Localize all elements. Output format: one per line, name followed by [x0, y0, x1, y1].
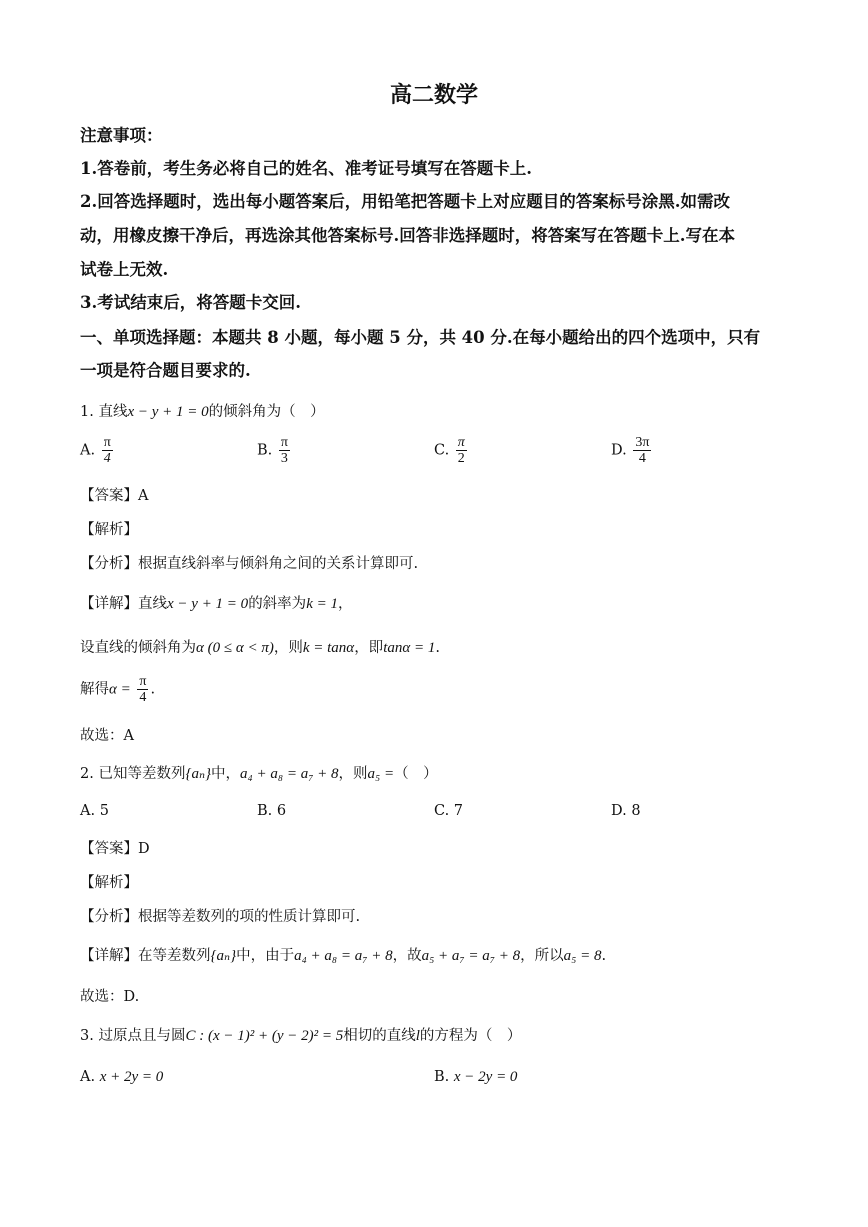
question-2-option-b: B. 6: [257, 803, 287, 819]
question-1-equation: x − y + 1 = 0: [127, 404, 209, 420]
notice-item-1: 1.答卷前，考生务必将自己的姓名、准考证号填写在答题卡上.: [80, 159, 532, 178]
question-2-answer: 【答案】D: [80, 841, 150, 857]
question-1-prefix: 1. 直线: [80, 404, 128, 420]
notice-item-3: 3.考试结束后，将答题卡交回.: [80, 293, 301, 312]
notice-item-2-line-3: 试卷上无效.: [80, 260, 169, 279]
question-1-conclusion: 故选：A: [80, 728, 134, 744]
question-1-option-d: D. $\frac{3\pi}{4}$: [611, 435, 650, 466]
fraction: $\frac{\pi}{3}$: [280, 435, 288, 466]
question-1-analysis: 【分析】根据直线斜率与倾斜角之间的关系计算即可.: [80, 556, 419, 572]
notice-item-2-line-2: 动，用橡皮擦干净后，再选涂其他答案标号.回答非选择题时，将答案写在答题卡上.写在本: [80, 226, 735, 245]
question-2-option-d: D. 8: [611, 803, 641, 819]
question-1-option-a: A. $\frac{\pi}{4}$: [80, 435, 111, 466]
question-3-option-b: B. x − 2y = 0: [434, 1069, 518, 1085]
question-1-solve: 解得α = $\frac{\pi}{4}$ .: [80, 674, 156, 705]
question-3-stem: 3. 过原点且与圆C : (x − 1)² + (y − 2)² = 5相切的直线l的方程为（ ）: [80, 1028, 522, 1044]
question-2-detail: 【详解】在等差数列{aₙ}中，由于a₄ + a₈ = a₇ + 8，故a₅ + a₇ = a₇ + 8，所以a₅ = 8.: [80, 948, 607, 964]
fraction: $\frac{\pi}{2}$: [457, 435, 465, 466]
question-2-conclusion: 故选：D.: [80, 989, 140, 1005]
notice-item-2-line-1: 2.回答选择题时，选出每小题答案后，用铅笔把答题卡上对应题目的答案标号涂黑.如需改: [80, 192, 730, 211]
question-2-option-a: A. 5: [80, 803, 109, 819]
question-2-stem: 2. 已知等差数列{aₙ}中，a₄ + a₈ = a₇ + 8，则a₅ =（ ）: [80, 766, 438, 782]
fraction: $\frac{\pi}{4}$: [139, 674, 147, 705]
section-1-line-1: 一、单项选择题：本题共 8 小题，每小题 5 分，共 40 分.在每小题给出的四个选项中，只有: [80, 328, 761, 347]
fraction: $\frac{3\pi}{4}$: [635, 435, 650, 466]
question-1-option-b: B. $\frac{\pi}{3}$: [257, 435, 288, 466]
question-1-suffix: 的倾斜角为（ ）: [208, 404, 325, 420]
section-1-line-2: 一项是符合题目要求的.: [80, 361, 251, 380]
question-1-stem: [80, 400, 325, 421]
question-1-answer: 【答案】A: [80, 488, 149, 504]
page-title: 高二数学: [389, 82, 478, 108]
question-2-option-c: C. 7: [434, 803, 464, 819]
notice-heading: 注意事项：: [80, 126, 163, 145]
question-1-detail-line-2: 设直线的倾斜角为α (0 ≤ α < π)，则k = tanα，即tanα = 1.: [80, 640, 440, 656]
question-2-analysis-heading: 【解析】: [80, 875, 138, 891]
question-1-option-c: C. $\frac{\pi}{2}$: [434, 435, 465, 466]
question-1-analysis-heading: 【解析】: [80, 522, 138, 538]
question-2-analysis: 【分析】根据等差数列的项的性质计算即可.: [80, 909, 361, 925]
question-1-detail: 【详解】直线x − y + 1 = 0的斜率为k = 1，: [80, 596, 353, 612]
fraction: $\frac{\pi}{4}$: [103, 435, 111, 466]
question-3-option-a: A. x + 2y = 0: [80, 1069, 164, 1085]
